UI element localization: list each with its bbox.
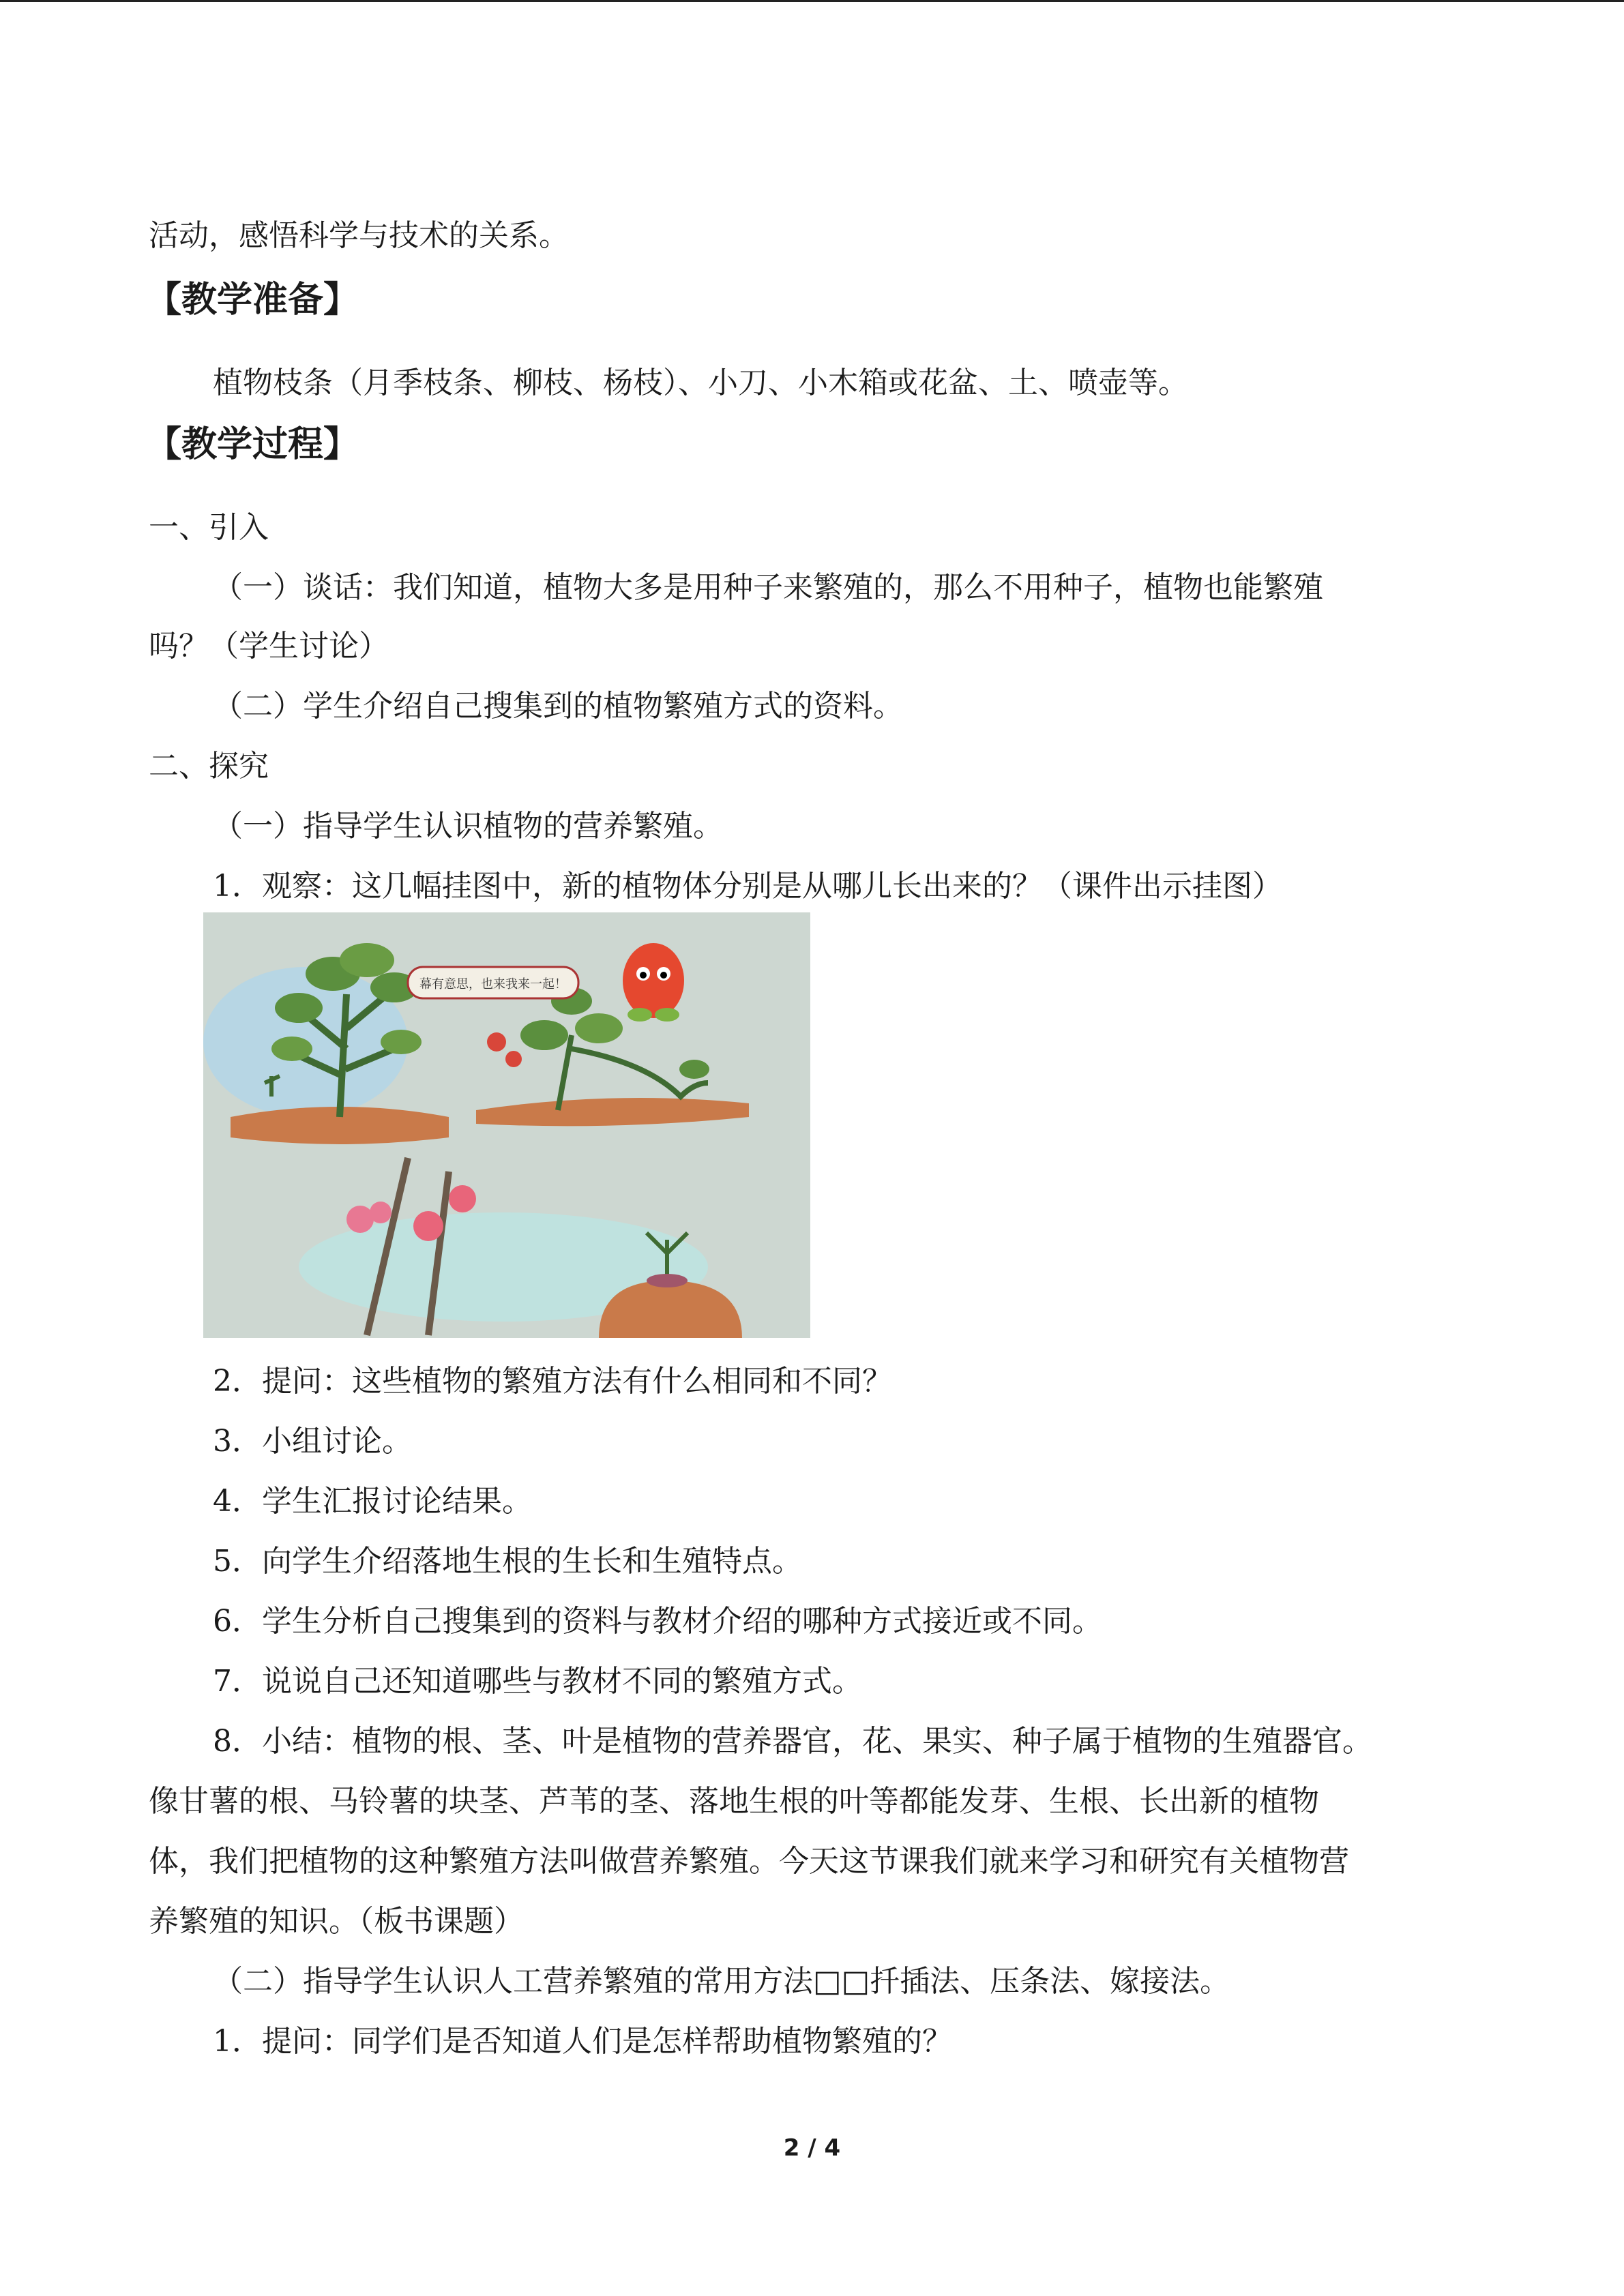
text-line: 5．向学生介绍落地生根的生长和生殖特点。 bbox=[213, 1544, 802, 1579]
text-line: 3．小组讨论。 bbox=[213, 1424, 412, 1459]
text-line: 体，我们把植物的这种繁殖方法叫做营养繁殖。今天这节课我们就来学习和研究有关植物营 bbox=[149, 1844, 1349, 1879]
text-line: 二、探究 bbox=[149, 749, 269, 784]
text-line: 7．说说自己还知道哪些与教材不同的繁殖方式。 bbox=[213, 1664, 862, 1699]
text-line: 养繁殖的知识。（板书课题） bbox=[149, 1904, 524, 1939]
text-line: （二）指导学生认识人工营养繁殖的常用方法□□扦插法、压条法、嫁接法。 bbox=[213, 1964, 1230, 1999]
text-line: （二）学生介绍自己搜集到的植物繁殖方式的资料。 bbox=[213, 689, 903, 724]
text-line: 2．提问：这些植物的繁殖方法有什么相同和不同？ bbox=[213, 1364, 892, 1399]
text-line: （一）谈话：我们知道，植物大多是用种子来繁殖的，那么不用种子，植物也能繁殖 bbox=[213, 570, 1323, 605]
top-border bbox=[0, 0, 1624, 2]
text-line: 1．观察：这几幅挂图中，新的植物体分别是从哪儿长出来的？（课件出示挂图） bbox=[213, 869, 1282, 904]
section-heading-preparation: 【教学准备】 bbox=[146, 280, 359, 320]
text-line: 一、引入 bbox=[149, 510, 269, 545]
text-line: 1．提问：同学们是否知道人们是怎样帮助植物繁殖的？ bbox=[213, 2024, 952, 2059]
text-line: （一）指导学生认识植物的营养繁殖。 bbox=[213, 809, 723, 844]
text-line: 活动，感悟科学与技术的关系。 bbox=[149, 218, 569, 253]
text-line: 像甘薯的根、马铃薯的块茎、芦苇的茎、落地生根的叶等都能发芽、生根、长出新的植物 bbox=[149, 1784, 1319, 1819]
plant-propagation-illustration bbox=[203, 912, 810, 1338]
page-number: 2 / 4 bbox=[783, 2134, 841, 2162]
text-line: 8．小结：植物的根、茎、叶是植物的营养器官，花、果实、种子属于植物的生殖器官。 bbox=[213, 1724, 1372, 1759]
text-line: 吗？（学生讨论） bbox=[149, 629, 389, 664]
text-line: 6．学生分析自己搜集到的资料与教材介绍的哪种方式接近或不同。 bbox=[213, 1604, 1102, 1639]
speech-bubble-text: 幕有意思，也来我来一起！ bbox=[419, 977, 567, 992]
text-line: 4．学生汇报讨论结果。 bbox=[213, 1484, 532, 1519]
text-line: 植物枝条（月季枝条、柳枝、杨枝）、小刀、小木箱或花盆、土、喷壶等。 bbox=[213, 366, 1188, 400]
section-heading-process: 【教学过程】 bbox=[146, 424, 359, 465]
